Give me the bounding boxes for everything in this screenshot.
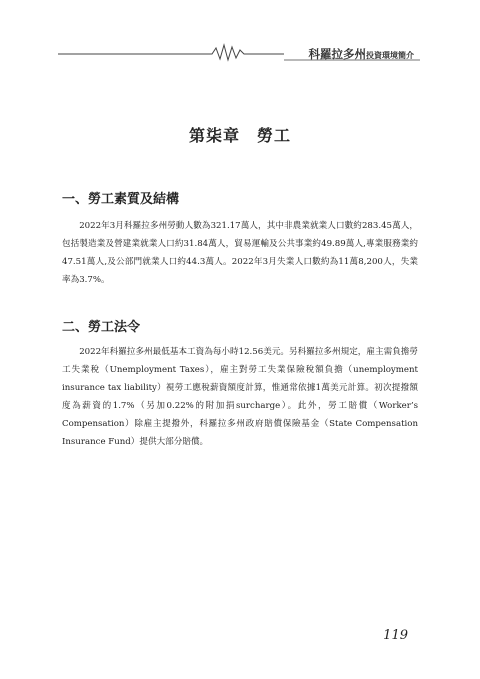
page-number: 119 <box>383 628 408 643</box>
section-paragraph-labor-law: 2022年科羅拉多州最低基本工資為每小時12.56美元。另科羅拉多州規定，雇主需負擔勞工失業稅（Unemployment Taxes），雇主對勞工失業保險稅額負擔（unemployment insurance tax liability）視勞工應稅薪資額度計算，惟通常依據1萬美元計算。初次提撥額度為薪資的1.7%（另加0.22%的附加捐surcharge）。此外，勞工賠償（Worker’s Compensation）除雇主提撥外，科羅拉多州政府賠償保險基金（State Compensation Insurance Fund）提供大部分賠償。 <box>62 347 418 447</box>
header-title-main: 科羅拉多州 <box>308 47 366 61</box>
section-heading-labor-quality: 一、勞工素質及結構 <box>62 192 180 207</box>
chapter-title: 第柒章 勞工 <box>188 126 291 145</box>
page-header <box>58 42 420 62</box>
header-title <box>309 43 415 62</box>
section-paragraph-labor-quality: 2022年3月科羅拉多州勞動人數為321.17萬人，其中非農業就業人口數約283.45萬人，包括製造業及營建業就業人口約31.84萬人，貿易運輸及公共事業約49.89萬人,專業服務業約47.51萬人,及公部門就業人口約44.3萬人。2022年3月失業人口數約為11萬8,200人，失業率為3.7%。 <box>62 221 418 285</box>
header-title-sub: 投資環境簡介 <box>366 51 414 60</box>
section-heading-labor-law: 二、勞工法令 <box>62 320 141 335</box>
